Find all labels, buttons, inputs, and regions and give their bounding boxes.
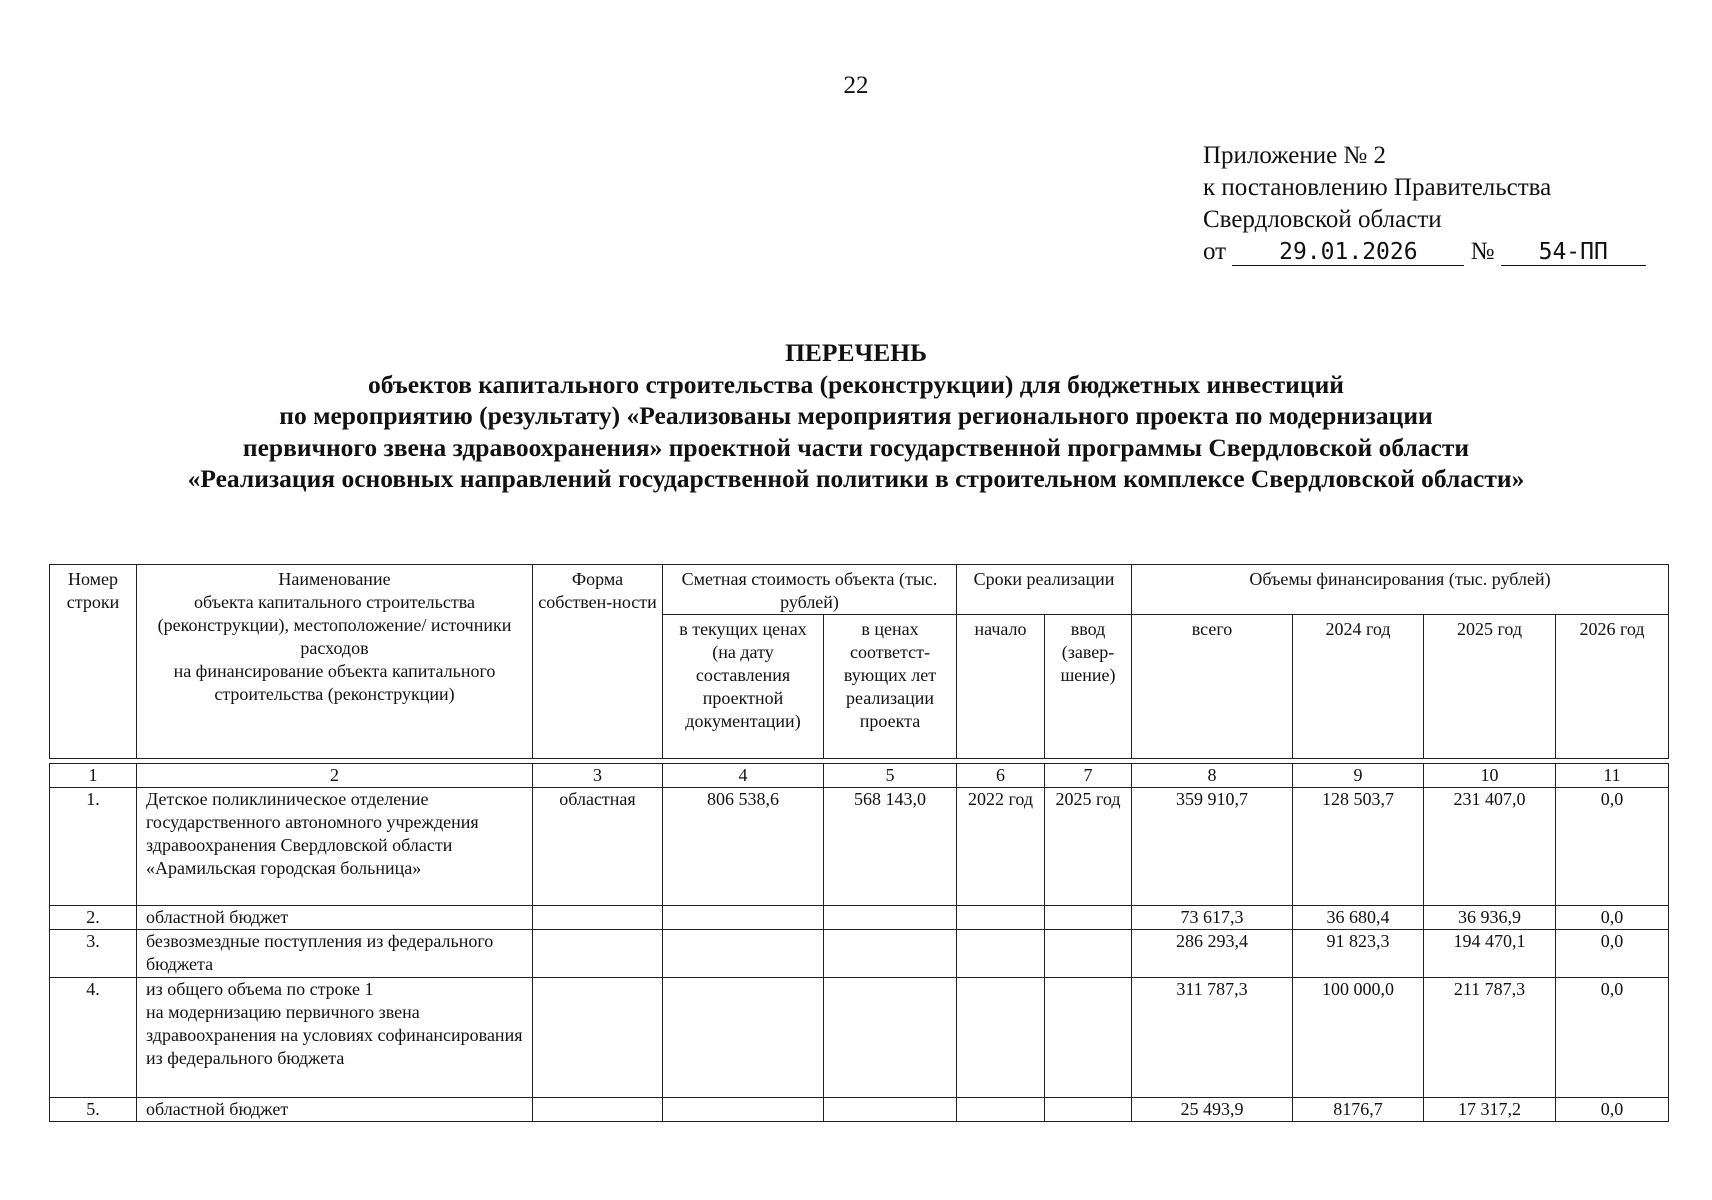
y2024-cell: 128 503,7 (1293, 788, 1424, 906)
column-number: 2 (137, 764, 533, 788)
column-number: 8 (1132, 764, 1293, 788)
row-number: 1. (50, 788, 137, 906)
table-row (50, 906, 1669, 930)
y2024-cell: 36 680,4 (1293, 906, 1424, 930)
end-cell (1045, 930, 1132, 978)
period-price-cell: 568 143,0 (824, 788, 957, 906)
header-commissioning: ввод (завер-шение) (1045, 615, 1132, 759)
ownership-cell (533, 978, 663, 1098)
end-cell (1045, 1098, 1132, 1122)
total-cell: 359 910,7 (1132, 788, 1293, 906)
end-cell: 2025 год (1045, 788, 1132, 906)
header-terms: Сроки реализации (957, 565, 1132, 615)
current-price-cell: 806 538,6 (663, 788, 824, 906)
end-cell (1045, 906, 1132, 930)
column-number: 3 (533, 764, 663, 788)
object-name: из общего объема по строке 1 на модернизацию первичного звена здравоохранения на условиях софинансирования из федерального бюджета (137, 978, 533, 1098)
data-table (49, 763, 1669, 1122)
header-2026: 2026 год (1556, 615, 1669, 759)
object-name: безвозмездные поступления из федерального бюджета (137, 930, 533, 978)
table-row (50, 930, 1669, 978)
table-row (50, 978, 1669, 1098)
header-total: всего (1132, 615, 1293, 759)
start-cell (957, 906, 1045, 930)
y2026-cell: 0,0 (1556, 788, 1669, 906)
total-cell: 73 617,3 (1132, 906, 1293, 930)
object-name: Детское поликлиническое отделение государственного автономного учреждения здравоохранения Свердловской области «Арамильская городская больница» (137, 788, 533, 906)
total-cell: 25 493,9 (1132, 1098, 1293, 1122)
total-cell: 311 787,3 (1132, 978, 1293, 1098)
y2026-cell: 0,0 (1556, 906, 1669, 930)
y2024-cell: 91 823,3 (1293, 930, 1424, 978)
header-2025: 2025 год (1424, 615, 1556, 759)
start-cell: 2022 год (957, 788, 1045, 906)
ownership-cell: областная (533, 788, 663, 906)
y2025-cell: 36 936,9 (1424, 906, 1556, 930)
current-price-cell (663, 1098, 824, 1122)
y2025-cell: 211 787,3 (1424, 978, 1556, 1098)
current-price-cell (663, 906, 824, 930)
row-number: 3. (50, 930, 137, 978)
header-estimated-cost: Сметная стоимость объекта (тыс. рублей) (663, 565, 957, 615)
current-price-cell (663, 978, 824, 1098)
appendix-line-3: Свердловской области (1203, 206, 1442, 233)
current-price-cell (663, 930, 824, 978)
page-number: 22 (843, 72, 869, 99)
total-cell: 286 293,4 (1132, 930, 1293, 978)
row-number: 5. (50, 1098, 137, 1122)
y2025-cell: 194 470,1 (1424, 930, 1556, 978)
appendix-line-1: Приложение № 2 (1203, 142, 1387, 169)
header-period-prices: в ценах соответст-вующих лет реализации проекта (824, 615, 957, 759)
title-line-3: первичного звена здравоохранения» проектной части государственной программы Свердловской области (242, 432, 1470, 462)
row-number: 2. (50, 906, 137, 930)
column-number: 10 (1424, 764, 1556, 788)
header-current-prices: в текущих ценах (на дату составления проектной документации) (663, 615, 824, 759)
y2026-cell: 0,0 (1556, 930, 1669, 978)
title-line-1: объектов капитального строительства (реконструкции) для бюджетных инвестиций (368, 369, 1344, 399)
appendix-date-line (1203, 236, 1683, 268)
period-price-cell (824, 906, 957, 930)
column-number-row (50, 764, 1669, 788)
column-number: 11 (1556, 764, 1669, 788)
table-row (50, 1098, 1669, 1122)
date-prefix: от (1203, 238, 1227, 265)
header-start: начало (957, 615, 1045, 759)
column-number: 6 (957, 764, 1045, 788)
document-date: 29.01.2026 (1232, 239, 1464, 266)
start-cell (957, 978, 1045, 1098)
y2025-cell: 231 407,0 (1424, 788, 1556, 906)
appendix-line-2: к постановлению Правительства (1203, 174, 1552, 201)
y2025-cell: 17 317,2 (1424, 1098, 1556, 1122)
y2024-cell: 100 000,0 (1293, 978, 1424, 1098)
period-price-cell (824, 1098, 957, 1122)
object-name: областной бюджет (137, 906, 533, 930)
row-number: 4. (50, 978, 137, 1098)
table-row (50, 788, 1669, 906)
end-cell (1045, 978, 1132, 1098)
y2026-cell: 0,0 (1556, 1098, 1669, 1122)
document-number: 54-ПП (1501, 239, 1646, 266)
header-financing: Объемы финансирования (тыс. рублей) (1132, 565, 1669, 615)
header-object-name: Наименование объекта капитального строительства (реконструкции), местоположение/ источники расходов на финансирование объекта капитального строительства (реконструкции) (137, 565, 533, 759)
table-header (49, 564, 1669, 759)
y2024-cell: 8176,7 (1293, 1098, 1424, 1122)
header-row-number: Номер строки (50, 565, 137, 759)
column-number: 4 (663, 764, 824, 788)
column-number: 7 (1045, 764, 1132, 788)
column-number: 9 (1293, 764, 1424, 788)
ownership-cell (533, 1098, 663, 1122)
title-line-4: «Реализация основных направлений государственной политики в строительном комплексе Свердловской области» (187, 464, 1525, 493)
ownership-cell (533, 930, 663, 978)
period-price-cell (824, 978, 957, 1098)
column-number: 1 (50, 764, 137, 788)
document-title (60, 337, 1652, 495)
number-prefix: № (1470, 238, 1495, 265)
column-number: 5 (824, 764, 957, 788)
start-cell (957, 930, 1045, 978)
header-2024: 2024 год (1293, 615, 1424, 759)
header-ownership: Форма собствен-ности (533, 565, 663, 759)
ownership-cell (533, 906, 663, 930)
object-name: областной бюджет (137, 1098, 533, 1122)
appendix-block (1203, 140, 1683, 268)
period-price-cell (824, 930, 957, 978)
title-heading: ПЕРЕЧЕНЬ (785, 338, 927, 367)
y2026-cell: 0,0 (1556, 978, 1669, 1098)
start-cell (957, 1098, 1045, 1122)
title-line-2: по мероприятию (результату) «Реализованы мероприятия регионального проекта по модернизации (279, 401, 1433, 430)
